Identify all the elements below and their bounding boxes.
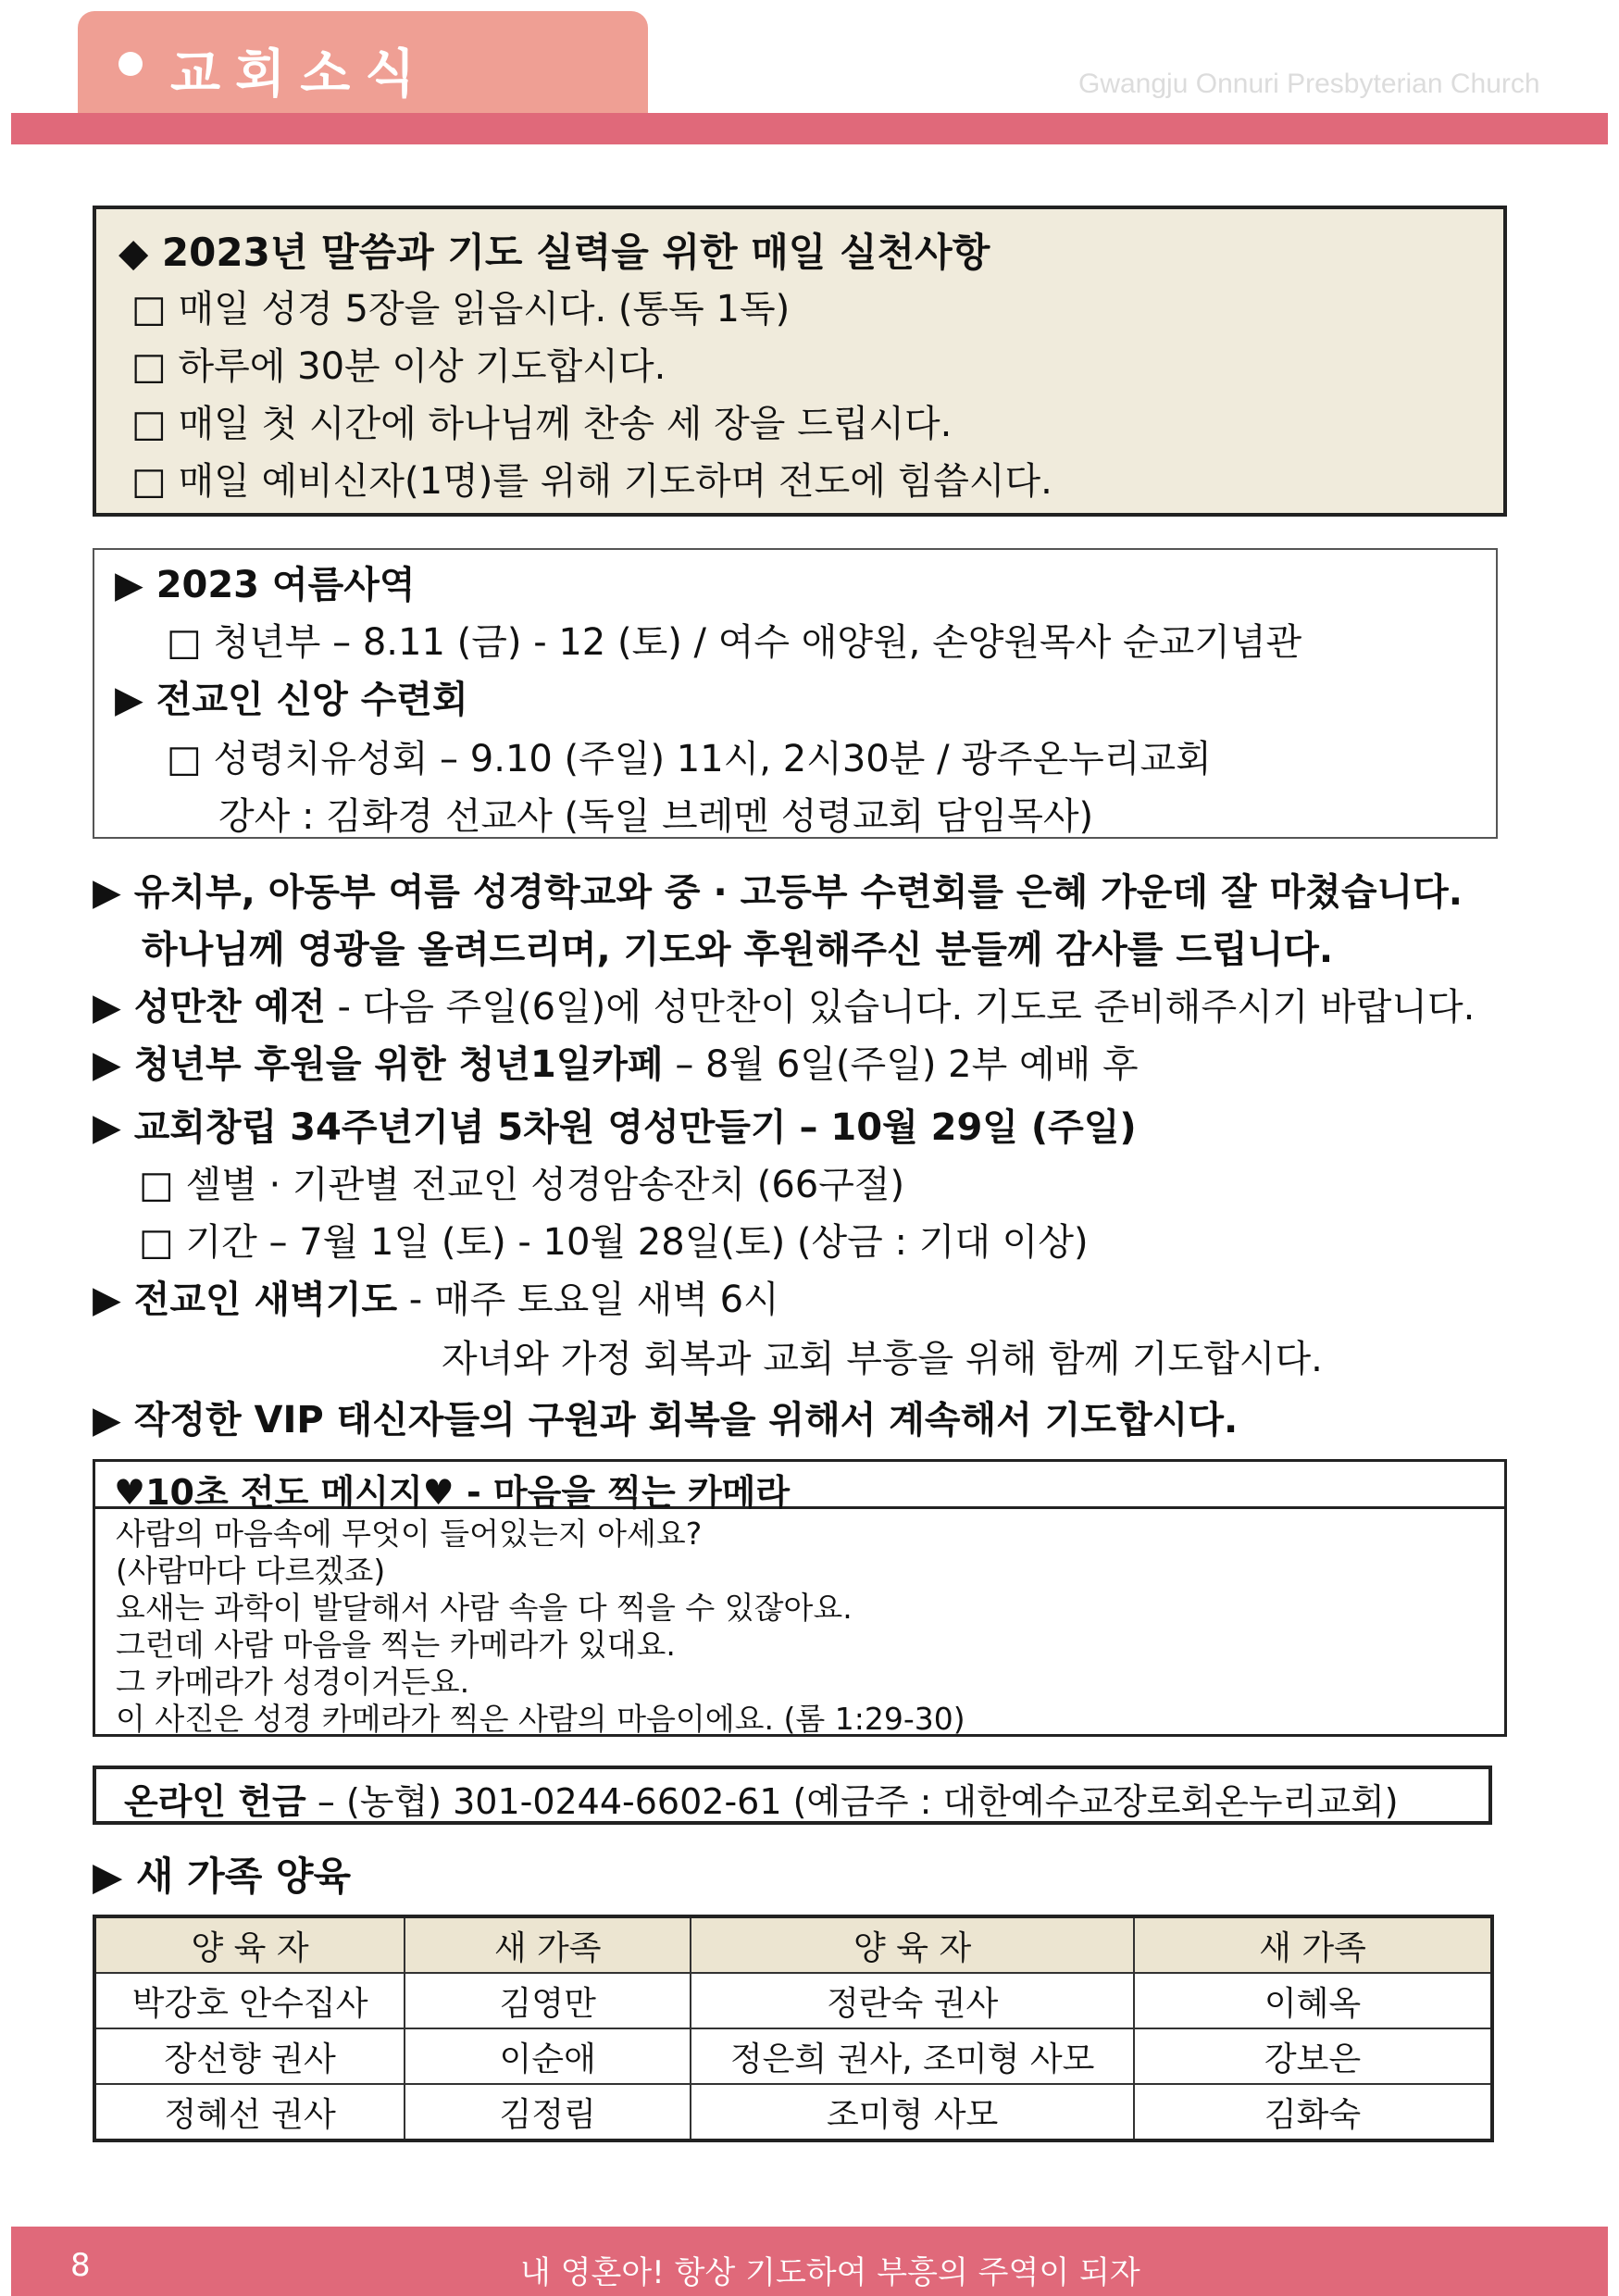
news-item-communion (93, 978, 1475, 1030)
table-cell: 김화숙 (1134, 2084, 1492, 2140)
table-cell: 조미형 사모 (691, 2084, 1134, 2140)
practice-item: □ 매일 성경 5장을 읽읍시다. (통독 1독) (131, 288, 791, 331)
message-header (95, 1462, 1504, 1513)
footer-motto: 내 영혼아! 항상 기도하여 부흥의 주역이 되자 (520, 2254, 1140, 2291)
news-item-youth-cafe (93, 1035, 1139, 1088)
table-cell: 김영만 (405, 1973, 691, 2028)
header-bar (11, 113, 1608, 144)
communion-label: ▶ 성만찬 예전 (93, 986, 326, 1029)
message-line: 그런데 사람 마음을 찍는 카메라가 있대요. (116, 1627, 676, 1663)
evangelism-message-box (93, 1459, 1507, 1737)
summer-item: □ 청년부 – 8.11 (금) - 12 (토) / 여수 애양원, 손양원목사 순교기념관 (167, 621, 1302, 664)
footer-bar (11, 2227, 1608, 2296)
offering-label: 온라인 헌금 (124, 1781, 306, 1822)
bullet-dot-icon (118, 52, 143, 76)
table-cell: 강보은 (1134, 2028, 1492, 2084)
news-item-summer-school: ▶ 유치부, 아동부 여름 성경학교와 중 · 고등부 수련회를 은혜 가운데 잘 마쳤습니다. (93, 871, 1463, 914)
news-item-vip-prayer: ▶ 작정한 VIP 태신자들의 구원과 회복을 위해서 계속해서 기도합시다. (93, 1399, 1239, 1441)
table-row (94, 2028, 1492, 2084)
practice-item: □ 하루에 30분 이상 기도합시다. (131, 345, 666, 388)
table-header-row (94, 1916, 1492, 1973)
message-line: 그 카메라가 성경이거든요. (116, 1664, 470, 1700)
news-item-anniversary: ▶ 교회창립 34주년기념 5차원 영성만들기 – 10월 29일 (주일) (93, 1106, 1137, 1149)
dawn-prayer-purpose: 자녀와 가정 회복과 교회 부흥을 위해 함께 기도합시다. (442, 1338, 1323, 1380)
column-header-new-family: 새 가족 (1134, 1916, 1492, 1973)
news-item-summer-school-cont: 하나님께 영광을 올려드리며, 기도와 후원해주신 분들께 감사를 드립니다. (142, 929, 1334, 971)
practice-item: □ 매일 예비신자(1명)를 위해 기도하며 전도에 힘씁시다. (131, 460, 1052, 503)
header-tab (78, 11, 648, 115)
page-number: 8 (70, 2247, 91, 2284)
table-row (94, 1973, 1492, 2028)
table-cell: 이혜옥 (1134, 1973, 1492, 2028)
practice-title: ◆ 2023년 말씀과 기도 실력을 위한 매일 실천사항 (118, 230, 990, 275)
message-line: 요새는 과학이 발달해서 사람 속을 다 찍을 수 있잖아요. (116, 1590, 853, 1626)
page-title: 교회소식 (170, 44, 430, 105)
anniversary-item: □ 셀별 · 기관별 전교인 성경암송잔치 (66구절) (139, 1164, 905, 1206)
table-row (94, 2084, 1492, 2140)
message-title: ♥10초 전도 메시지♥ - 마음을 찍는 카메라 (114, 1472, 791, 1513)
table-cell: 장선향 권사 (94, 2028, 405, 2084)
practice-box (93, 206, 1507, 517)
table-cell: 정은희 권사, 조미형 사모 (691, 2028, 1134, 2084)
church-name: Gwangju Onnuri Presbyterian Church (1078, 69, 1540, 99)
new-family-table (93, 1915, 1494, 2142)
communion-text: - 다음 주일(6일)에 성만찬이 있습니다. 기도로 준비해주시기 바랍니다. (325, 986, 1476, 1029)
column-header-mentor: 양 육 자 (691, 1916, 1134, 1973)
table-cell: 정란숙 권사 (691, 1973, 1134, 2028)
column-header-mentor: 양 육 자 (94, 1916, 405, 1973)
youth-cafe-label: ▶ 청년부 후원을 위한 청년1일카페 (93, 1043, 664, 1086)
online-offering-box (93, 1766, 1492, 1825)
dawn-prayer-label: ▶ 전교인 새벽기도 (93, 1279, 398, 1321)
retreat-item: □ 성령치유성회 – 9.10 (주일) 11시, 2시30분 / 광주온누리교회 (167, 738, 1212, 780)
summer-ministry-box (93, 548, 1498, 839)
summer-heading: ▶ 2023 여름사역 (115, 564, 416, 606)
table-cell: 김정림 (405, 2084, 691, 2140)
practice-item: □ 매일 첫 시간에 하나님께 찬송 세 장을 드립시다. (131, 403, 953, 445)
column-header-new-family: 새 가족 (405, 1916, 691, 1973)
message-line: (사람마다 다르겠죠) (116, 1553, 386, 1589)
youth-cafe-text: – 8월 6일(주일) 2부 예배 후 (663, 1043, 1139, 1086)
retreat-speaker: 강사 : 김화경 선교사 (독일 브레멘 성령교회 담임목사) (218, 795, 1094, 838)
table-cell: 박강호 안수집사 (94, 1973, 405, 2028)
news-item-dawn-prayer (93, 1270, 779, 1323)
new-family-heading: ▶ 새 가족 양육 (93, 1853, 352, 1899)
anniversary-item: □ 기간 – 7월 1일 (토) - 10월 28일(토) (상금 : 기대 이상) (139, 1221, 1089, 1264)
offering-detail: – (농협) 301-0244-6602-61 (예금주 : 대한예수교장로회온누리교회) (305, 1781, 1399, 1822)
dawn-prayer-text: - 매주 토요일 새벽 6시 (397, 1279, 779, 1321)
message-line: 이 사진은 성경 카메라가 찍은 사람의 마음이에요. (롬 1:29-30) (116, 1701, 965, 1737)
table-cell: 정혜선 권사 (94, 2084, 405, 2140)
table-cell: 이순애 (405, 2028, 691, 2084)
message-line: 사람의 마음속에 무엇이 들어있는지 아세요? (116, 1516, 703, 1552)
retreat-heading: ▶ 전교인 신앙 수련회 (115, 679, 468, 721)
offering-line (124, 1773, 1399, 1824)
